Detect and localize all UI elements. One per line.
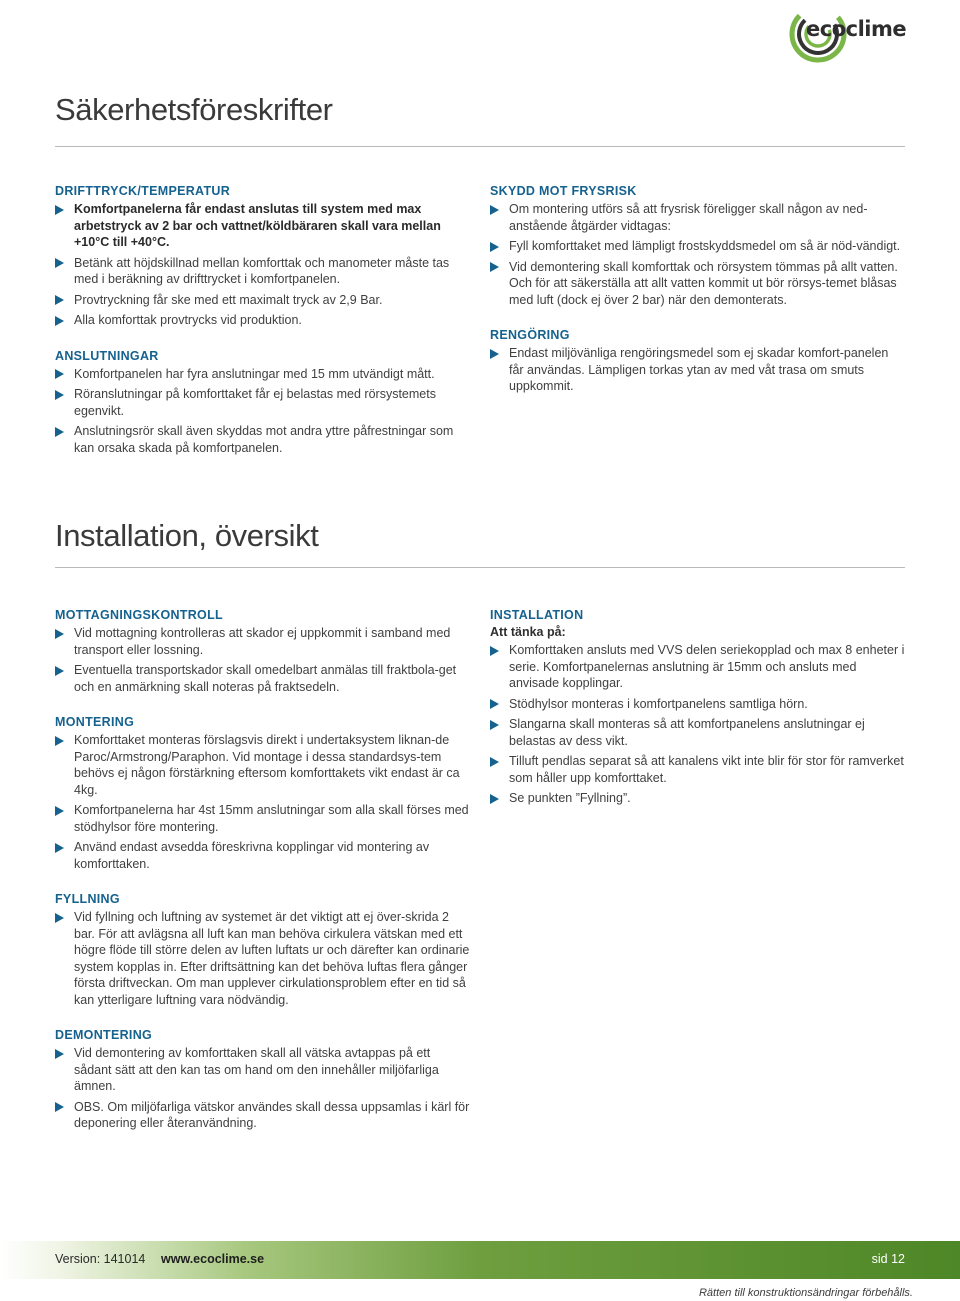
bullet-text: Vid demontering av komforttaken skall all vätska avtappas på ett sådant sätt att den kan tas om hand om den innehåller miljöfarliga ämnen. <box>74 1046 439 1093</box>
bullet-arrow-icon <box>55 390 64 400</box>
bullet-text: Betänk att höjdskillnad mellan komforttak och manometer måste tas med i beräkning av drifttrycket i komfortpanelen. <box>74 255 450 286</box>
installation-left-column <box>55 608 470 1136</box>
bullet-item <box>490 790 905 807</box>
bullet-item <box>490 345 905 395</box>
installation-right-column <box>490 608 905 811</box>
section-title: DRIFTTRYCK/TEMPERATUR <box>55 184 231 198</box>
bullet-item <box>55 1045 470 1095</box>
title-divider <box>55 567 905 568</box>
bullet-arrow-icon <box>55 295 64 305</box>
bullet-arrow-icon <box>55 258 64 268</box>
section-title: MOTTAGNINGSKONTROLL <box>55 608 223 622</box>
bullet-item <box>55 386 470 419</box>
bullet-arrow-icon <box>55 913 64 923</box>
bullet-list <box>490 201 905 308</box>
bullet-arrow-icon <box>55 1102 64 1112</box>
section-title: FYLLNING <box>55 892 120 906</box>
bullet-arrow-icon <box>55 629 64 639</box>
bullet-arrow-icon <box>55 666 64 676</box>
bullet-text: Anslutningsrör skall även skyddas mot andra yttre påfrestningar som kan orsaka skada på komfortpanelen. <box>74 424 454 455</box>
rights-notice: Rätten till konstruktionsändringar förbehålls. <box>698 1287 913 1299</box>
bullet-text: Komforttaken ansluts med VVS delen seriekopplad och max 8 enheter i serie. Komfortpanelernas anslutning är 15mm och ansluts med anvisade kopplingar. <box>509 643 905 690</box>
bullet-item <box>55 802 470 835</box>
bullet-item <box>55 909 470 1008</box>
section-spacer <box>55 876 470 892</box>
bullet-text: Slangarna skall monteras så att komfortpanelens anslutningar ej belastas av dess vikt. <box>509 717 865 748</box>
section-title: DEMONTERING <box>55 1028 153 1042</box>
bullet-arrow-icon <box>490 242 499 252</box>
section-title: ANSLUTNINGAR <box>55 348 159 363</box>
section-spacer <box>55 699 470 715</box>
bullet-arrow-icon <box>490 720 499 730</box>
bullet-arrow-icon <box>55 1049 64 1059</box>
bullet-text: Komfortpanelerna får endast anslutas till system med max arbetstryck av 2 bar och vattnet/köldbäraren skall vara mellan +10°C till +40°C. <box>74 202 441 249</box>
bullet-item <box>490 201 905 234</box>
bullet-item <box>490 696 905 713</box>
section-title-installation: INSTALLATION <box>490 608 584 622</box>
bullet-item <box>490 238 905 255</box>
bullet-item <box>55 423 470 456</box>
bullet-text: Komfortpanelen har fyra anslutningar med 15 mm utvändigt mått. <box>74 366 435 381</box>
bullet-list <box>55 909 470 1008</box>
version-label: Version: 141014 <box>55 1252 146 1266</box>
bullet-item <box>490 753 905 786</box>
bullet-item <box>55 255 470 288</box>
section-spacer <box>55 1012 470 1028</box>
bullet-item <box>55 201 470 251</box>
bullet-list <box>55 625 470 695</box>
bullet-arrow-icon <box>490 349 499 359</box>
bullet-text: Endast miljövänliga rengöringsmedel som ej skadar komfort-panelen får användas. Lämpligen torkas ytan av med våt trasa om smuts uppkommit. <box>509 346 889 393</box>
bullet-text: Alla komforttak provtrycks vid produktion. <box>74 313 302 327</box>
section-spacer <box>55 333 470 349</box>
bullet-arrow-icon <box>55 369 64 379</box>
bullet-text: Fyll komforttaket med lämpligt frostskyddsmedel om så är nöd-vändigt. <box>509 239 901 253</box>
bullet-item <box>55 1099 470 1132</box>
safety-right-column <box>490 184 905 399</box>
bullet-text: Om montering utförs så att frysrisk föreligger skall någon av ned-anstående åtgärder vidtagas: <box>509 202 868 233</box>
bullet-text: Vid demontering skall komforttak och rörsystem tömmas på allt vatten. Och för att säkerställa att allt vatten kommit ut bör rörsys-temet blåsas med luft (dock ej över 2 bar) när den demonterats. <box>509 259 898 307</box>
bullet-arrow-icon <box>490 262 499 272</box>
bullet-text: Komforttaket monteras förslagsvis direkt i undertaksystem liknan-de Paroc/Armstrong/Paraphon. Vid montage i dessa standardsys-tem behövs ej någon förstärkning eftersom komforttakets vikt endast är ca 4kg. <box>74 733 460 797</box>
bullet-arrow-icon <box>55 205 64 215</box>
safety-left-column <box>55 184 470 460</box>
bullet-list <box>55 732 470 872</box>
page-title-safety: Säkerhetsföreskrifter <box>55 92 333 127</box>
bullet-item <box>490 716 905 749</box>
section-title: RENGÖRING <box>490 328 570 342</box>
section-spacer <box>490 312 905 328</box>
page-number: sid 12 <box>871 1252 905 1266</box>
bullet-text: Tilluft pendlas separat så att kanalens vikt inte blir för stor för ramverket som håller upp komforttaket. <box>509 754 904 785</box>
bullet-arrow-icon <box>490 646 499 656</box>
bullet-text: Komfortpanelerna har 4st 15mm anslutningar som alla skall förses med stödhylsor före montering. <box>74 803 469 834</box>
bullet-arrow-icon <box>490 757 499 767</box>
bullet-text: OBS. Om miljöfarliga vätskor användes skall dessa uppsamlas i kärl för deponering eller återanvändning. <box>74 1099 470 1130</box>
website-link[interactable]: www.ecoclime.se <box>161 1252 265 1266</box>
bullet-item <box>55 839 470 872</box>
bullet-text: Eventuella transportskador skall omedelbart anmälas till fraktbola-get och en anmärkning skall noteras på fraktsedeln. <box>74 663 457 694</box>
bullet-text: Se punkten ”Fyllning”. <box>509 791 631 805</box>
bullet-item <box>55 625 470 658</box>
bullet-arrow-icon <box>490 794 499 804</box>
section-title: SKYDD MOT FRYSRISK <box>490 184 637 198</box>
bullet-item <box>55 662 470 695</box>
logo-wordmark: ecoclime <box>806 17 907 41</box>
page-title-installation: Installation, översikt <box>55 518 319 553</box>
bullet-text: Använd endast avsedda föreskrivna kopplingar vid montering av komforttaken. <box>74 840 430 871</box>
bullet-arrow-icon <box>55 736 64 746</box>
bullet-list <box>55 366 470 457</box>
bullet-list <box>490 345 905 395</box>
bullet-arrow-icon <box>55 316 64 326</box>
bullet-text: Stödhylsor monteras i komfortpanelens samtliga hörn. <box>509 696 808 711</box>
section-title: MONTERING <box>55 715 135 729</box>
bullet-text: Provtryckning får ske med ett maximalt tryck av 2,9 Bar. <box>74 292 383 307</box>
bullet-list <box>490 642 905 807</box>
bullet-arrow-icon <box>55 843 64 853</box>
subsection-title: Att tänka på: <box>490 625 566 639</box>
bullet-arrow-icon <box>490 699 499 709</box>
bullet-item <box>55 312 470 329</box>
bullet-item <box>55 292 470 309</box>
bullet-item <box>490 642 905 692</box>
bullet-item <box>490 259 905 309</box>
bullet-list <box>55 1045 470 1132</box>
bullet-text: Vid mottagning kontrolleras att skador ej uppkommit i samband med transport eller lossning. <box>74 626 451 657</box>
bullet-arrow-icon <box>55 806 64 816</box>
title-divider <box>55 146 905 147</box>
bullet-arrow-icon <box>55 427 64 437</box>
bullet-item <box>55 366 470 383</box>
bullet-list <box>55 201 470 329</box>
bullet-text: Vid fyllning och luftning av systemet är det viktigt att ej över-skrida 2 bar. För att avlägsna all luft kan man behöva cirkulera vätskan med ett högre flöde till större delen av luften luftats ur och därefter kan ordinarie system kopplas in. Efter driftsättning kan det behöva luftas flera gånger första driftveckan. Om man upplever cirkulationsproblem efter en tid så kan ytterligare luftning vara nödvändig. <box>74 910 470 1007</box>
bullet-item <box>55 732 470 798</box>
bullet-text: Röranslutningar på komforttaket får ej belastas med rörsystemets egenvikt. <box>74 387 436 418</box>
bullet-arrow-icon <box>490 205 499 215</box>
